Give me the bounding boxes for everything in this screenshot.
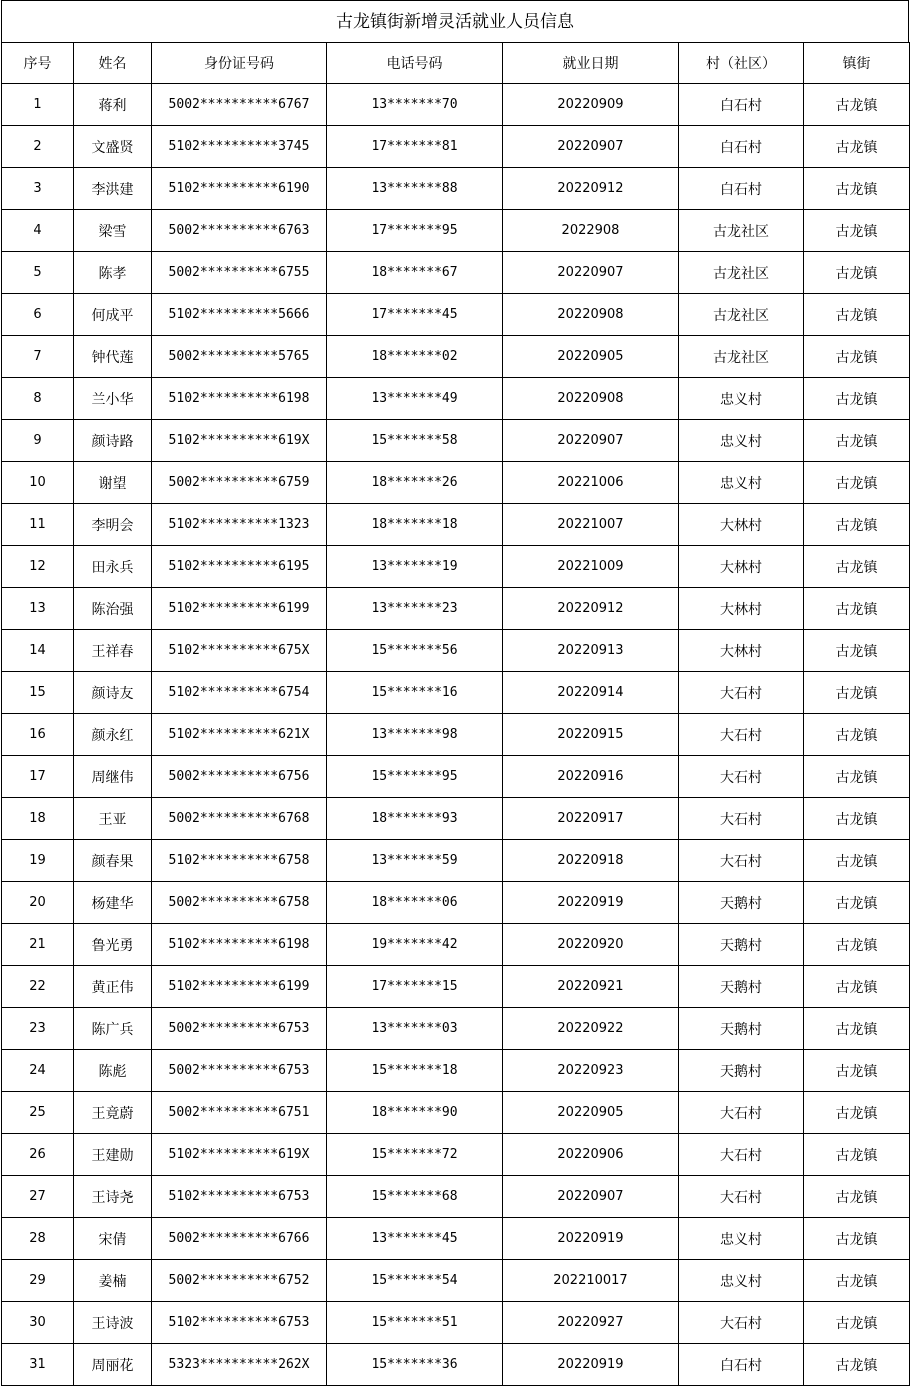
cell-name[interactable]: 颜永红	[74, 714, 152, 756]
cell-name[interactable]: 王祥春	[74, 630, 152, 672]
cell-employment-date[interactable]: 20220908	[503, 294, 679, 336]
cell-village[interactable]: 天鹅村	[679, 882, 804, 924]
table-row	[2, 882, 910, 924]
cell-village[interactable]: 古龙社区	[679, 252, 804, 294]
cell-phone[interactable]: 15*******72	[327, 1134, 503, 1176]
cell-phone[interactable]: 17*******95	[327, 210, 503, 252]
cell-town[interactable]: 古龙镇	[804, 1008, 910, 1050]
table-row	[2, 1260, 910, 1302]
cell-village[interactable]: 白石村	[679, 1344, 804, 1386]
cell-town[interactable]: 古龙镇	[804, 1092, 910, 1134]
cell-name[interactable]: 颜诗路	[74, 420, 152, 462]
cell-id-number[interactable]: 5102**********6758	[152, 840, 327, 882]
cell-id-number[interactable]: 5002**********6756	[152, 756, 327, 798]
table-row	[2, 630, 910, 672]
cell-town[interactable]: 古龙镇	[804, 1302, 910, 1344]
cell-id-number[interactable]: 5102**********3745	[152, 126, 327, 168]
cell-id-number[interactable]: 5102**********6753	[152, 1302, 327, 1344]
cell-employment-date[interactable]: 20220923	[503, 1050, 679, 1092]
cell-village[interactable]: 古龙社区	[679, 210, 804, 252]
cell-name[interactable]: 蒋利	[74, 84, 152, 126]
cell-employment-date[interactable]: 20220909	[503, 84, 679, 126]
cell-phone[interactable]: 17*******81	[327, 126, 503, 168]
cell-id-number[interactable]: 5323**********262X	[152, 1344, 327, 1386]
cell-employment-date[interactable]: 20220915	[503, 714, 679, 756]
cell-village[interactable]: 大林村	[679, 630, 804, 672]
table-row	[2, 1218, 910, 1260]
cell-village[interactable]: 天鹅村	[679, 1050, 804, 1092]
cell-town[interactable]: 古龙镇	[804, 798, 910, 840]
table-row	[2, 210, 910, 252]
cell-village[interactable]: 天鹅村	[679, 1008, 804, 1050]
cell-name[interactable]: 谢望	[74, 462, 152, 504]
cell-index[interactable]: 17	[2, 756, 74, 798]
cell-index[interactable]: 23	[2, 1008, 74, 1050]
cell-name[interactable]: 陈广兵	[74, 1008, 152, 1050]
cell-id-number[interactable]: 5102**********6199	[152, 588, 327, 630]
cell-name[interactable]: 杨建华	[74, 882, 152, 924]
cell-village[interactable]: 白石村	[679, 126, 804, 168]
cell-town[interactable]: 古龙镇	[804, 420, 910, 462]
cell-town[interactable]: 古龙镇	[804, 462, 910, 504]
cell-id-number[interactable]: 5102**********621X	[152, 714, 327, 756]
col-header-id-number[interactable]: 身份证号码	[152, 43, 327, 84]
cell-index[interactable]: 6	[2, 294, 74, 336]
cell-phone[interactable]: 18*******06	[327, 882, 503, 924]
cell-id-number[interactable]: 5002**********6768	[152, 798, 327, 840]
cell-index[interactable]: 2	[2, 126, 74, 168]
cell-id-number[interactable]: 5102**********619X	[152, 1134, 327, 1176]
cell-village[interactable]: 大林村	[679, 504, 804, 546]
cell-phone[interactable]: 18*******93	[327, 798, 503, 840]
cell-village[interactable]: 白石村	[679, 168, 804, 210]
cell-name[interactable]: 田永兵	[74, 546, 152, 588]
cell-name[interactable]: 王诗波	[74, 1302, 152, 1344]
cell-village[interactable]: 大石村	[679, 1176, 804, 1218]
cell-id-number[interactable]: 5102**********5666	[152, 294, 327, 336]
cell-id-number[interactable]: 5002**********6767	[152, 84, 327, 126]
cell-id-number[interactable]: 5002**********6763	[152, 210, 327, 252]
cell-phone[interactable]: 13*******03	[327, 1008, 503, 1050]
cell-id-number[interactable]: 5102**********1323	[152, 504, 327, 546]
cell-phone[interactable]: 15*******36	[327, 1344, 503, 1386]
cell-town[interactable]: 古龙镇	[804, 1176, 910, 1218]
cell-employment-date[interactable]: 20220916	[503, 756, 679, 798]
cell-id-number[interactable]: 5102**********6195	[152, 546, 327, 588]
cell-id-number[interactable]: 5102**********6754	[152, 672, 327, 714]
col-header-name[interactable]: 姓名	[74, 43, 152, 84]
cell-phone[interactable]: 18*******90	[327, 1092, 503, 1134]
cell-id-number[interactable]: 5102**********6198	[152, 924, 327, 966]
cell-index[interactable]: 11	[2, 504, 74, 546]
cell-name[interactable]: 文盛贤	[74, 126, 152, 168]
cell-town[interactable]: 古龙镇	[804, 966, 910, 1008]
cell-id-number[interactable]: 5002**********5765	[152, 336, 327, 378]
cell-phone[interactable]: 13*******19	[327, 546, 503, 588]
cell-id-number[interactable]: 5002**********6755	[152, 252, 327, 294]
cell-id-number[interactable]: 5102**********6753	[152, 1176, 327, 1218]
cell-village[interactable]: 忠义村	[679, 378, 804, 420]
cell-town[interactable]: 古龙镇	[804, 1218, 910, 1260]
cell-employment-date[interactable]: 20220905	[503, 1092, 679, 1134]
cell-name[interactable]: 王建勋	[74, 1134, 152, 1176]
cell-id-number[interactable]: 5002**********6752	[152, 1260, 327, 1302]
cell-index[interactable]: 13	[2, 588, 74, 630]
cell-village[interactable]: 忠义村	[679, 420, 804, 462]
cell-name[interactable]: 鲁光勇	[74, 924, 152, 966]
cell-name[interactable]: 陈彪	[74, 1050, 152, 1092]
cell-phone[interactable]: 15*******95	[327, 756, 503, 798]
cell-phone[interactable]: 15*******56	[327, 630, 503, 672]
cell-village[interactable]: 大林村	[679, 588, 804, 630]
col-header-town[interactable]: 镇街	[804, 43, 910, 84]
cell-town[interactable]: 古龙镇	[804, 588, 910, 630]
cell-town[interactable]: 古龙镇	[804, 924, 910, 966]
table-row	[2, 1302, 910, 1344]
table-row	[2, 294, 910, 336]
cell-town[interactable]: 古龙镇	[804, 378, 910, 420]
cell-town[interactable]: 古龙镇	[804, 336, 910, 378]
cell-employment-date[interactable]: 20220919	[503, 1344, 679, 1386]
cell-name[interactable]: 颜诗友	[74, 672, 152, 714]
cell-employment-date[interactable]: 20220912	[503, 168, 679, 210]
col-header-village[interactable]: 村（社区）	[679, 43, 804, 84]
cell-employment-date[interactable]: 20220908	[503, 378, 679, 420]
cell-index[interactable]: 14	[2, 630, 74, 672]
cell-employment-date[interactable]: 2022908	[503, 210, 679, 252]
cell-village[interactable]: 大石村	[679, 672, 804, 714]
cell-village[interactable]: 大石村	[679, 1092, 804, 1134]
cell-index[interactable]: 28	[2, 1218, 74, 1260]
cell-town[interactable]: 古龙镇	[804, 546, 910, 588]
cell-phone[interactable]: 13*******59	[327, 840, 503, 882]
cell-index[interactable]: 5	[2, 252, 74, 294]
cell-index[interactable]: 15	[2, 672, 74, 714]
table-row	[2, 798, 910, 840]
cell-village[interactable]: 忠义村	[679, 462, 804, 504]
cell-town[interactable]: 古龙镇	[804, 84, 910, 126]
cell-employment-date[interactable]: 20220927	[503, 1302, 679, 1344]
cell-phone[interactable]: 18*******67	[327, 252, 503, 294]
cell-id-number[interactable]: 5002**********6766	[152, 1218, 327, 1260]
table-row	[2, 966, 910, 1008]
table-row	[2, 588, 910, 630]
table-row	[2, 714, 910, 756]
cell-index[interactable]: 29	[2, 1260, 74, 1302]
cell-index[interactable]: 27	[2, 1176, 74, 1218]
cell-id-number[interactable]: 5102**********675X	[152, 630, 327, 672]
cell-employment-date[interactable]: 20220918	[503, 840, 679, 882]
cell-index[interactable]: 3	[2, 168, 74, 210]
cell-phone[interactable]: 18*******26	[327, 462, 503, 504]
table-row	[2, 1050, 910, 1092]
cell-village[interactable]: 天鹅村	[679, 924, 804, 966]
table-row	[2, 546, 910, 588]
cell-village[interactable]: 忠义村	[679, 1218, 804, 1260]
cell-employment-date[interactable]: 20220912	[503, 588, 679, 630]
table-row	[2, 1092, 910, 1134]
cell-town[interactable]: 古龙镇	[804, 756, 910, 798]
cell-name[interactable]: 颜春果	[74, 840, 152, 882]
sheet-title: 古龙镇街新增灵活就业人员信息	[1, 0, 909, 42]
table-row	[2, 420, 910, 462]
spreadsheet	[1, 0, 909, 1386]
cell-name[interactable]: 周继伟	[74, 756, 152, 798]
cell-name[interactable]: 陈治强	[74, 588, 152, 630]
cell-index[interactable]: 10	[2, 462, 74, 504]
cell-employment-date[interactable]: 20221009	[503, 546, 679, 588]
cell-town[interactable]: 古龙镇	[804, 840, 910, 882]
cell-phone[interactable]: 13*******98	[327, 714, 503, 756]
cell-index[interactable]: 18	[2, 798, 74, 840]
cell-employment-date[interactable]: 20220922	[503, 1008, 679, 1050]
cell-name[interactable]: 周丽花	[74, 1344, 152, 1386]
col-header-phone[interactable]: 电话号码	[327, 43, 503, 84]
cell-phone[interactable]: 13*******45	[327, 1218, 503, 1260]
cell-id-number[interactable]: 5102**********619X	[152, 420, 327, 462]
cell-town[interactable]: 古龙镇	[804, 1344, 910, 1386]
cell-phone[interactable]: 17*******45	[327, 294, 503, 336]
cell-id-number[interactable]: 5002**********6753	[152, 1050, 327, 1092]
cell-name[interactable]: 钟代莲	[74, 336, 152, 378]
cell-village[interactable]: 古龙社区	[679, 294, 804, 336]
table-row	[2, 1008, 910, 1050]
cell-name[interactable]: 陈孝	[74, 252, 152, 294]
cell-index[interactable]: 26	[2, 1134, 74, 1176]
cell-employment-date[interactable]: 20220907	[503, 1176, 679, 1218]
cell-town[interactable]: 古龙镇	[804, 1260, 910, 1302]
table-row	[2, 252, 910, 294]
cell-index[interactable]: 25	[2, 1092, 74, 1134]
cell-employment-date[interactable]: 20220920	[503, 924, 679, 966]
cell-name[interactable]: 何成平	[74, 294, 152, 336]
cell-name[interactable]: 黄正伟	[74, 966, 152, 1008]
cell-name[interactable]: 王诗尧	[74, 1176, 152, 1218]
cell-town[interactable]: 古龙镇	[804, 252, 910, 294]
cell-phone[interactable]: 19*******42	[327, 924, 503, 966]
cell-name[interactable]: 兰小华	[74, 378, 152, 420]
table-row	[2, 756, 910, 798]
cell-phone[interactable]: 13*******70	[327, 84, 503, 126]
cell-id-number[interactable]: 5102**********6190	[152, 168, 327, 210]
cell-name[interactable]: 王竟蔚	[74, 1092, 152, 1134]
cell-phone[interactable]: 15*******68	[327, 1176, 503, 1218]
cell-village[interactable]: 大石村	[679, 798, 804, 840]
cell-index[interactable]: 1	[2, 84, 74, 126]
table-row	[2, 168, 910, 210]
cell-village[interactable]: 大石村	[679, 1134, 804, 1176]
cell-employment-date[interactable]: 20220917	[503, 798, 679, 840]
table-row	[2, 84, 910, 126]
cell-employment-date[interactable]: 20220907	[503, 252, 679, 294]
cell-id-number[interactable]: 5002**********6751	[152, 1092, 327, 1134]
table-row	[2, 336, 910, 378]
cell-name[interactable]: 宋倩	[74, 1218, 152, 1260]
cell-employment-date[interactable]: 20220905	[503, 336, 679, 378]
cell-employment-date[interactable]: 20220907	[503, 420, 679, 462]
cell-town[interactable]: 古龙镇	[804, 294, 910, 336]
cell-employment-date[interactable]: 20220919	[503, 882, 679, 924]
table-row	[2, 504, 910, 546]
cell-phone[interactable]: 13*******23	[327, 588, 503, 630]
cell-name[interactable]: 姜楠	[74, 1260, 152, 1302]
cell-employment-date[interactable]: 202210017	[503, 1260, 679, 1302]
header-row	[2, 43, 910, 84]
cell-phone[interactable]: 18*******18	[327, 504, 503, 546]
cell-phone[interactable]: 13*******88	[327, 168, 503, 210]
cell-phone[interactable]: 15*******18	[327, 1050, 503, 1092]
cell-town[interactable]: 古龙镇	[804, 714, 910, 756]
cell-id-number[interactable]: 5002**********6758	[152, 882, 327, 924]
table-row	[2, 1344, 910, 1386]
cell-village[interactable]: 大石村	[679, 1302, 804, 1344]
table-row	[2, 126, 910, 168]
cell-employment-date[interactable]: 20221007	[503, 504, 679, 546]
cell-id-number[interactable]: 5002**********6753	[152, 1008, 327, 1050]
cell-town[interactable]: 古龙镇	[804, 672, 910, 714]
cell-index[interactable]: 9	[2, 420, 74, 462]
table-row	[2, 1176, 910, 1218]
cell-town[interactable]: 古龙镇	[804, 168, 910, 210]
cell-phone[interactable]: 13*******49	[327, 378, 503, 420]
cell-index[interactable]: 7	[2, 336, 74, 378]
cell-village[interactable]: 忠义村	[679, 1260, 804, 1302]
cell-town[interactable]: 古龙镇	[804, 1050, 910, 1092]
cell-employment-date[interactable]: 20220913	[503, 630, 679, 672]
table-row	[2, 924, 910, 966]
cell-phone[interactable]: 18*******02	[327, 336, 503, 378]
cell-town[interactable]: 古龙镇	[804, 882, 910, 924]
cell-name[interactable]: 王亚	[74, 798, 152, 840]
cell-index[interactable]: 31	[2, 1344, 74, 1386]
cell-name[interactable]: 李洪建	[74, 168, 152, 210]
col-header-index[interactable]: 序号	[2, 43, 74, 84]
cell-employment-date[interactable]: 20220907	[503, 126, 679, 168]
cell-village[interactable]: 天鹅村	[679, 966, 804, 1008]
cell-town[interactable]: 古龙镇	[804, 126, 910, 168]
cell-phone[interactable]: 15*******51	[327, 1302, 503, 1344]
cell-employment-date[interactable]: 20220914	[503, 672, 679, 714]
col-header-employment-date[interactable]: 就业日期	[503, 43, 679, 84]
cell-index[interactable]: 30	[2, 1302, 74, 1344]
cell-name[interactable]: 梁雪	[74, 210, 152, 252]
cell-index[interactable]: 8	[2, 378, 74, 420]
cell-index[interactable]: 20	[2, 882, 74, 924]
cell-index[interactable]: 16	[2, 714, 74, 756]
cell-index[interactable]: 19	[2, 840, 74, 882]
cell-village[interactable]: 大石村	[679, 840, 804, 882]
cell-id-number[interactable]: 5102**********6199	[152, 966, 327, 1008]
cell-employment-date[interactable]: 20221006	[503, 462, 679, 504]
cell-village[interactable]: 大石村	[679, 714, 804, 756]
cell-phone[interactable]: 15*******58	[327, 420, 503, 462]
cell-index[interactable]: 21	[2, 924, 74, 966]
cell-index[interactable]: 22	[2, 966, 74, 1008]
cell-village[interactable]: 大石村	[679, 756, 804, 798]
table-row	[2, 462, 910, 504]
employment-table	[1, 42, 910, 1386]
cell-town[interactable]: 古龙镇	[804, 210, 910, 252]
cell-id-number[interactable]: 5102**********6198	[152, 378, 327, 420]
table-row	[2, 840, 910, 882]
cell-phone[interactable]: 15*******54	[327, 1260, 503, 1302]
cell-town[interactable]: 古龙镇	[804, 630, 910, 672]
cell-employment-date[interactable]: 20220906	[503, 1134, 679, 1176]
cell-village[interactable]: 白石村	[679, 84, 804, 126]
cell-phone[interactable]: 17*******15	[327, 966, 503, 1008]
table-row	[2, 378, 910, 420]
cell-phone[interactable]: 15*******16	[327, 672, 503, 714]
cell-index[interactable]: 4	[2, 210, 74, 252]
cell-village[interactable]: 古龙社区	[679, 336, 804, 378]
cell-employment-date[interactable]: 20220921	[503, 966, 679, 1008]
cell-index[interactable]: 12	[2, 546, 74, 588]
cell-town[interactable]: 古龙镇	[804, 504, 910, 546]
table-row	[2, 1134, 910, 1176]
cell-village[interactable]: 大林村	[679, 546, 804, 588]
cell-index[interactable]: 24	[2, 1050, 74, 1092]
cell-id-number[interactable]: 5002**********6759	[152, 462, 327, 504]
cell-town[interactable]: 古龙镇	[804, 1134, 910, 1176]
cell-employment-date[interactable]: 20220919	[503, 1218, 679, 1260]
table-row	[2, 672, 910, 714]
cell-name[interactable]: 李明会	[74, 504, 152, 546]
